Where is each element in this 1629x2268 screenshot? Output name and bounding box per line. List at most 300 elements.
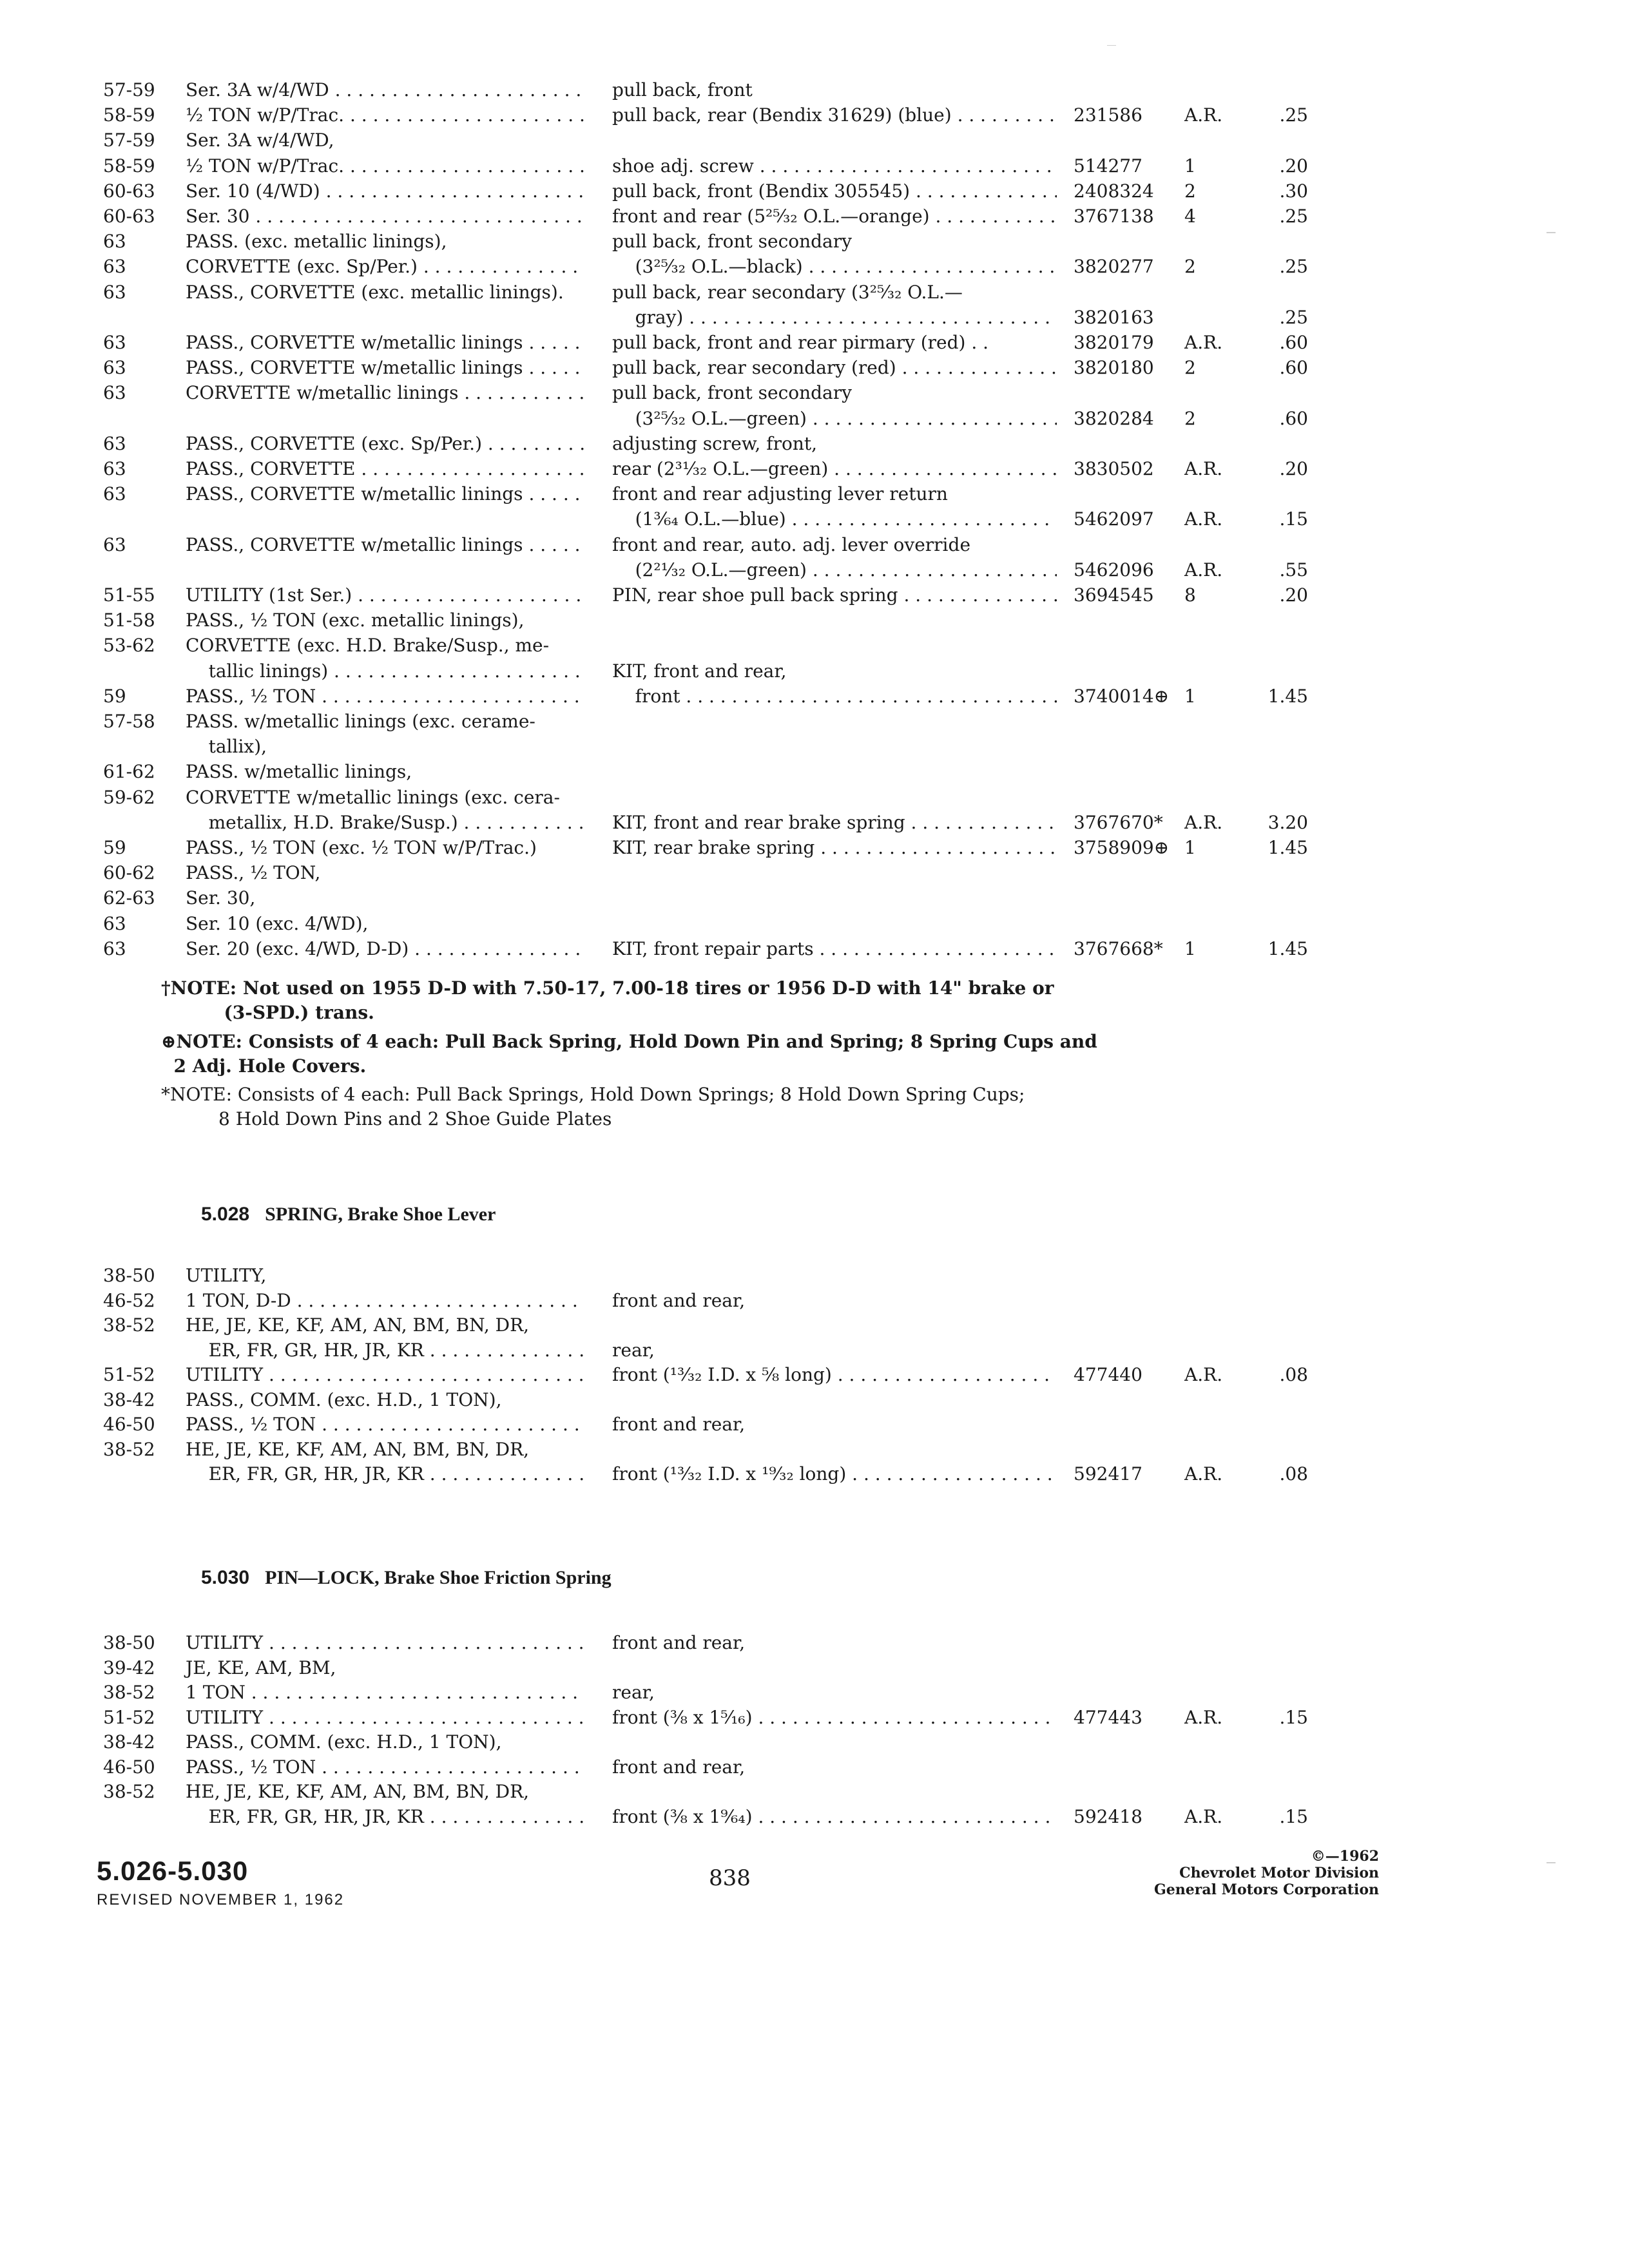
year-cell: 58-59 — [103, 155, 155, 177]
price-cell: .30 — [1279, 180, 1308, 202]
part-number-cell: 514277 — [1074, 155, 1142, 177]
section-title: SPRING, Brake Shoe Lever — [265, 1204, 496, 1225]
application-cell: Ser. 30, — [186, 887, 256, 909]
price-cell — [1244, 759, 1308, 785]
quantity-cell: 1 — [1184, 685, 1196, 707]
description-cell: pull back, front (Bendix 305545) . . . — [612, 178, 1057, 204]
application-cell: ½ TON w/P/Trac. . . . — [186, 153, 585, 179]
quantity-cell — [1184, 911, 1236, 937]
application-cell — [186, 506, 585, 532]
part-number-cell: 3830502 — [1074, 458, 1154, 479]
application-cell: PASS. w/metallic linings (exc. cerame- — [186, 711, 535, 732]
application-cell: PASS., CORVETTE w/metallic linings . . . — [186, 481, 585, 507]
application-cell: PASS., ½ TON . . . — [186, 1754, 585, 1780]
quantity-cell — [1184, 431, 1236, 457]
note-line: 2 Adj. Hole Covers. — [161, 1055, 367, 1077]
part-number-cell — [1074, 481, 1183, 507]
part-number-cell — [1074, 77, 1183, 103]
description-cell — [612, 759, 1057, 785]
price-cell — [1244, 431, 1308, 457]
price-cell: .08 — [1279, 1463, 1308, 1485]
year-cell: 61-62 — [103, 761, 155, 783]
application-cell: UTILITY . . . — [186, 1705, 585, 1731]
description-cell: gray) . . . — [612, 305, 1057, 331]
description-cell — [612, 1263, 1057, 1289]
note — [161, 1030, 1097, 1079]
part-number-cell — [1074, 1288, 1183, 1314]
quantity-cell — [1184, 280, 1236, 305]
section-heading-5-028 — [201, 1204, 496, 1225]
part-number-cell: 477443 — [1074, 1706, 1142, 1728]
description-cell: front (¹³⁄₃₂ I.D. x ¹⁹⁄₃₂ long) . . . — [612, 1461, 1057, 1487]
scan-edge-mark — [1107, 45, 1116, 46]
description-cell — [612, 911, 1057, 937]
part-number-cell: 3740014⊕ — [1074, 685, 1170, 707]
year-cell: 63 — [103, 231, 126, 253]
quantity-cell — [1184, 608, 1236, 633]
note-line: ⊕NOTE: Consists of 4 each: Pull Back Spring, Hold Down Pin and Spring; 8 Spring Cups and — [161, 1031, 1097, 1052]
part-number-cell — [1074, 759, 1183, 785]
price-cell: .25 — [1279, 256, 1308, 278]
part-number-cell — [1074, 1312, 1183, 1338]
year-cell: 63 — [103, 937, 126, 959]
note-line: †NOTE: Not used on 1955 D-D with 7.50-17, 7.00-18 tires or 1956 D-D with 14" brake or — [161, 977, 1054, 999]
description-cell — [612, 1729, 1057, 1755]
year-cell — [103, 557, 180, 583]
application-cell: CORVETTE w/metallic linings (exc. cera- — [186, 786, 560, 808]
part-number-cell — [1074, 1387, 1183, 1413]
part-number-cell — [1074, 709, 1183, 735]
application-cell: Ser. 10 (exc. 4/WD), — [186, 912, 369, 934]
description-cell: rear (2³¹⁄₃₂ O.L.—green) . . . — [612, 456, 1057, 482]
part-number-cell: 3820179 — [1074, 332, 1154, 353]
price-cell: .15 — [1279, 1706, 1308, 1728]
quantity-cell — [1184, 658, 1236, 684]
year-cell: 38-50 — [103, 1632, 155, 1653]
application-cell: PASS. (exc. metallic linings), — [186, 231, 447, 253]
price-cell — [1244, 1437, 1308, 1463]
year-cell: 38-52 — [103, 1438, 155, 1460]
year-cell: 57-59 — [103, 79, 155, 101]
application-cell: Ser. 30 . . . — [186, 204, 585, 229]
quantity-cell: A.R. — [1184, 508, 1223, 530]
quantity-cell: A.R. — [1184, 332, 1223, 353]
quantity-cell — [1184, 1754, 1236, 1780]
application-cell — [186, 305, 585, 331]
part-number-cell: 3820284 — [1074, 407, 1154, 429]
year-cell: 63 — [103, 256, 126, 278]
part-number-cell — [1074, 911, 1183, 937]
part-number-cell: 2408324 — [1074, 180, 1154, 202]
part-number-cell — [1074, 280, 1183, 305]
quantity-cell — [1184, 1729, 1236, 1755]
part-number-cell — [1074, 1729, 1183, 1755]
price-cell: .60 — [1279, 357, 1308, 379]
price-cell: .08 — [1279, 1364, 1308, 1385]
application-cell: HE, JE, KE, KF, AM, AN, BM, BN, DR, — [186, 1781, 530, 1802]
part-number-cell: 5462096 — [1074, 559, 1154, 581]
quantity-cell: 2 — [1184, 407, 1196, 429]
application-cell: CORVETTE (exc. H.D. Brake/Susp., me- — [186, 635, 550, 657]
description-cell: pull back, rear (Bendix 31629) (blue) . . . — [612, 102, 1057, 128]
price-cell — [1244, 128, 1308, 153]
quantity-cell — [1184, 1288, 1236, 1314]
year-cell: 57-59 — [103, 130, 155, 151]
description-cell: adjusting screw, front, — [612, 432, 818, 454]
description-cell: front . . . — [612, 684, 1057, 709]
quantity-cell — [1184, 1437, 1236, 1463]
price-cell — [1244, 380, 1308, 406]
year-cell — [103, 810, 180, 836]
price-cell: .15 — [1279, 508, 1308, 530]
price-cell — [1244, 911, 1308, 937]
year-cell — [103, 658, 180, 684]
description-cell: front (⅜ x 1⁵⁄₁₆) . . . — [612, 1705, 1057, 1731]
price-cell — [1244, 1412, 1308, 1437]
part-number-cell — [1074, 1754, 1183, 1780]
quantity-cell — [1184, 1387, 1236, 1413]
application-cell: PASS. w/metallic linings, — [186, 761, 412, 783]
corporation-name: General Motors Corporation — [1153, 1881, 1379, 1898]
price-cell: .15 — [1279, 1805, 1308, 1827]
quantity-cell: 2 — [1184, 357, 1196, 379]
year-cell: 60-63 — [103, 206, 155, 227]
application-cell: CORVETTE (exc. Sp/Per.) . . . — [186, 254, 585, 280]
part-number-cell — [1074, 658, 1183, 684]
part-number-cell: 5462097 — [1074, 508, 1154, 530]
application-cell: PASS., ½ TON . . . — [186, 684, 585, 709]
application-cell: ER, FR, GR, HR, JR, KR . . . — [186, 1461, 585, 1487]
description-cell: pull back, rear secondary (red) . . . — [612, 355, 1057, 381]
price-cell — [1244, 860, 1308, 886]
year-cell: 63 — [103, 483, 126, 505]
application-cell: CORVETTE w/metallic linings . . . — [186, 380, 585, 406]
price-cell — [1244, 734, 1308, 760]
price-cell — [1244, 1729, 1308, 1755]
application-cell: tallic linings) . . . — [186, 658, 585, 684]
part-number-cell — [1074, 885, 1183, 911]
price-cell — [1244, 658, 1308, 684]
description-cell — [612, 785, 1057, 811]
year-cell: 63 — [103, 382, 126, 404]
quantity-cell — [1184, 860, 1236, 886]
part-number-cell — [1074, 633, 1183, 658]
quantity-cell — [1184, 380, 1236, 406]
year-cell — [103, 1338, 180, 1363]
quantity-cell — [1184, 1412, 1236, 1437]
quantity-cell — [1184, 734, 1236, 760]
application-cell: JE, KE, AM, BM, — [186, 1657, 336, 1678]
year-cell: 38-42 — [103, 1731, 155, 1753]
part-number-cell: 3820277 — [1074, 256, 1154, 278]
part-number-cell: 477440 — [1074, 1364, 1142, 1385]
description-cell: front and rear, — [612, 1414, 746, 1435]
description-cell — [612, 885, 1057, 911]
description-cell: pull back, front secondary — [612, 231, 852, 253]
year-cell: 60-62 — [103, 862, 155, 884]
description-cell — [612, 608, 1057, 633]
year-cell: 58-59 — [103, 104, 155, 126]
application-cell: PASS., CORVETTE w/metallic linings . . . — [186, 355, 585, 381]
quantity-cell: A.R. — [1184, 104, 1223, 126]
description-cell: (2²¹⁄₃₂ O.L.—green) . . . — [612, 557, 1057, 583]
section-number: 5.028 — [201, 1204, 250, 1225]
price-cell — [1244, 481, 1308, 507]
year-cell: 53-62 — [103, 635, 155, 657]
description-cell: KIT, front and rear brake spring . . . — [612, 810, 1057, 836]
quantity-cell — [1184, 128, 1236, 153]
price-cell — [1244, 1655, 1308, 1681]
quantity-cell — [1184, 1630, 1236, 1656]
price-cell: 3.20 — [1268, 811, 1308, 833]
quantity-cell — [1184, 759, 1236, 785]
part-number-cell: 3767670* — [1074, 811, 1163, 833]
copyright-block — [1108, 1848, 1379, 1898]
application-cell: HE, JE, KE, KF, AM, AN, BM, BN, DR, — [186, 1438, 530, 1460]
quantity-cell — [1184, 1655, 1236, 1681]
scan-edge-mark — [1547, 232, 1556, 233]
quantity-cell — [1184, 709, 1236, 735]
quantity-cell — [1184, 1312, 1236, 1338]
part-number-cell — [1074, 1412, 1183, 1437]
note — [161, 1082, 1076, 1131]
quantity-cell — [1184, 305, 1236, 331]
year-cell: 59 — [103, 837, 126, 858]
quantity-cell: A.R. — [1184, 559, 1223, 581]
price-cell — [1244, 280, 1308, 305]
quantity-cell — [1184, 885, 1236, 911]
application-cell: PASS., CORVETTE (exc. Sp/Per.) . . . — [186, 431, 585, 457]
description-cell: front and rear, — [612, 1632, 746, 1653]
year-cell: 51-52 — [103, 1364, 155, 1385]
page-number: 838 — [709, 1865, 751, 1891]
year-cell: 63 — [103, 357, 126, 379]
price-cell — [1244, 1338, 1308, 1363]
price-cell — [1244, 1779, 1308, 1805]
quantity-cell: A.R. — [1184, 1706, 1223, 1728]
application-cell: ½ TON w/P/Trac. . . . — [186, 102, 585, 128]
quantity-cell: A.R. — [1184, 1463, 1223, 1485]
quantity-cell — [1184, 229, 1236, 255]
description-cell: KIT, rear brake spring . . . — [612, 835, 1057, 861]
part-number-cell: 3820163 — [1074, 306, 1154, 328]
part-number-cell — [1074, 1655, 1183, 1681]
quantity-cell: A.R. — [1184, 811, 1223, 833]
application-cell — [186, 557, 585, 583]
part-number-cell — [1074, 1263, 1183, 1289]
description-cell — [612, 709, 1057, 735]
price-cell: .25 — [1279, 206, 1308, 227]
price-cell: 1.45 — [1268, 685, 1308, 707]
year-cell: 62-63 — [103, 887, 155, 909]
year-cell — [103, 1804, 180, 1830]
description-cell — [612, 633, 1057, 658]
part-number-cell: 592418 — [1074, 1805, 1142, 1827]
price-cell: .20 — [1279, 458, 1308, 479]
year-cell: 63 — [103, 533, 126, 555]
year-cell: 59 — [103, 685, 126, 707]
quantity-cell — [1184, 785, 1236, 811]
year-cell: 46-50 — [103, 1756, 155, 1778]
part-number-cell: 3820180 — [1074, 357, 1154, 379]
application-cell: PASS., COMM. (exc. H.D., 1 TON), — [186, 1731, 502, 1753]
year-cell: 63 — [103, 332, 126, 353]
section-title: PIN—LOCK, Brake Shoe Friction Spring — [265, 1567, 612, 1588]
part-number-cell: 3694545 — [1074, 584, 1154, 606]
quantity-cell — [1184, 1680, 1236, 1706]
note — [161, 976, 1076, 1025]
price-cell — [1244, 633, 1308, 658]
description-cell: front (⅜ x 1⁹⁄₆₄) . . . — [612, 1804, 1057, 1830]
price-cell: 1.45 — [1268, 937, 1308, 959]
year-cell — [103, 406, 180, 432]
price-cell — [1244, 608, 1308, 633]
part-number-cell — [1074, 608, 1183, 633]
quantity-cell — [1184, 1263, 1236, 1289]
description-cell: KIT, front repair parts . . . — [612, 936, 1057, 962]
application-cell: metallix, H.D. Brake/Susp.) . . . — [186, 810, 585, 836]
application-cell: PASS., ½ TON (exc. ½ TON w/P/Trac.) — [186, 837, 537, 858]
part-number-cell: 3767668* — [1074, 937, 1163, 959]
application-cell: Ser. 3A w/4/WD . . . — [186, 77, 585, 103]
description-cell — [612, 860, 1057, 886]
part-number-cell — [1074, 734, 1183, 760]
price-cell — [1244, 532, 1308, 558]
part-number-cell — [1074, 785, 1183, 811]
year-cell: 63 — [103, 912, 126, 934]
part-number-cell — [1074, 128, 1183, 153]
application-cell: 1 TON, D-D . . . — [186, 1288, 585, 1314]
description-cell: front and rear, — [612, 1756, 746, 1778]
description-cell: pull back, front and rear pirmary (red) . . — [612, 332, 989, 353]
description-cell — [612, 1779, 1057, 1805]
year-cell: 38-50 — [103, 1265, 155, 1286]
year-cell: 59-62 — [103, 786, 155, 808]
quantity-cell — [1184, 1779, 1236, 1805]
section-heading-5-030 — [201, 1567, 612, 1589]
year-cell: 51-58 — [103, 610, 155, 631]
quantity-cell — [1184, 481, 1236, 507]
quantity-cell: 1 — [1184, 937, 1196, 959]
application-cell: Ser. 3A w/4/WD, — [186, 130, 334, 151]
description-cell: rear, — [612, 1682, 655, 1703]
year-cell — [103, 734, 180, 760]
price-cell — [1244, 1630, 1308, 1656]
price-cell — [1244, 1312, 1308, 1338]
year-cell — [103, 1461, 180, 1487]
part-number-cell — [1074, 1630, 1183, 1656]
quantity-cell — [1184, 77, 1236, 103]
note-line: 8 Hold Down Pins and 2 Shoe Guide Plates — [161, 1108, 612, 1129]
price-cell — [1244, 1754, 1308, 1780]
year-cell: 63 — [103, 458, 126, 479]
application-cell: PASS., ½ TON, — [186, 862, 321, 884]
description-cell: shoe adj. screw . . . — [612, 153, 1057, 179]
application-cell: tallix), — [186, 736, 267, 758]
year-cell — [103, 305, 180, 331]
year-cell: 38-52 — [103, 1682, 155, 1703]
price-cell — [1244, 1387, 1308, 1413]
part-number-cell — [1074, 431, 1183, 457]
price-cell — [1244, 1263, 1308, 1289]
part-number-cell: 231586 — [1074, 104, 1142, 126]
year-cell: 51-52 — [103, 1706, 155, 1728]
price-cell — [1244, 229, 1308, 255]
description-cell: (3²⁵⁄₃₂ O.L.—black) . . . — [612, 254, 1057, 280]
year-cell: 57-58 — [103, 711, 155, 732]
part-number-cell: 3767138 — [1074, 206, 1154, 227]
description-cell: front and rear adjusting lever return — [612, 483, 948, 505]
description-cell — [612, 734, 1057, 760]
application-cell — [186, 406, 585, 432]
application-cell: PASS., CORVETTE w/metallic linings . . . — [186, 330, 585, 356]
application-cell: Ser. 10 (4/WD) . . . — [186, 178, 585, 204]
quantity-cell: A.R. — [1184, 1805, 1223, 1827]
application-cell: PASS., COMM. (exc. H.D., 1 TON), — [186, 1389, 502, 1410]
page-range-label: 5.026-5.030 — [97, 1856, 249, 1886]
description-cell: rear, — [612, 1339, 655, 1361]
application-cell: ER, FR, GR, HR, JR, KR . . . — [186, 1338, 585, 1363]
quantity-cell: 4 — [1184, 206, 1196, 227]
description-cell — [612, 1387, 1057, 1413]
note-line: (3-SPD.) trans. — [161, 1002, 374, 1023]
application-cell: PASS., CORVETTE . . . — [186, 456, 585, 482]
quantity-cell: 1 — [1184, 155, 1196, 177]
price-cell — [1244, 77, 1308, 103]
description-cell: PIN, rear shoe pull back spring . . . — [612, 582, 1057, 608]
quantity-cell — [1184, 633, 1236, 658]
part-number-cell: 3758909⊕ — [1074, 837, 1170, 858]
copyright-year: ©—1962 — [1311, 1848, 1379, 1865]
scan-edge-mark — [1547, 1862, 1556, 1863]
note-line: *NOTE: Consists of 4 each: Pull Back Springs, Hold Down Springs; 8 Hold Down Spring Cups; — [161, 1084, 1025, 1105]
price-cell — [1244, 785, 1308, 811]
description-cell: front and rear, auto. adj. lever override — [612, 533, 971, 555]
part-number-cell: 592417 — [1074, 1463, 1142, 1485]
price-cell: .55 — [1279, 559, 1308, 581]
part-number-cell — [1074, 860, 1183, 886]
description-cell: (3²⁵⁄₃₂ O.L.—green) . . . — [612, 406, 1057, 432]
description-cell — [612, 128, 1057, 153]
price-cell — [1244, 1680, 1308, 1706]
year-cell: 46-50 — [103, 1414, 155, 1435]
description-cell: pull back, front secondary — [612, 382, 852, 404]
price-cell — [1244, 885, 1308, 911]
description-cell: front and rear, — [612, 1289, 746, 1311]
application-cell: PASS., ½ TON . . . — [186, 1412, 585, 1437]
division-name: Chevrolet Motor Division — [1179, 1865, 1379, 1881]
application-cell: UTILITY . . . — [186, 1630, 585, 1656]
part-number-cell — [1074, 229, 1183, 255]
price-cell: .20 — [1279, 584, 1308, 606]
section-number: 5.030 — [201, 1567, 250, 1588]
description-cell: KIT, front and rear, — [612, 660, 787, 682]
application-cell: UTILITY . . . — [186, 1362, 585, 1388]
quantity-cell: 1 — [1184, 837, 1196, 858]
part-number-cell — [1074, 1680, 1183, 1706]
quantity-cell: A.R. — [1184, 1364, 1223, 1385]
price-cell: .25 — [1279, 306, 1308, 328]
quantity-cell: A.R. — [1184, 458, 1223, 479]
quantity-cell: 8 — [1184, 584, 1196, 606]
description-cell: front and rear (5²⁵⁄₃₂ O.L.—orange) . . . — [612, 204, 1057, 229]
part-number-cell — [1074, 1338, 1183, 1363]
price-cell: .25 — [1279, 104, 1308, 126]
part-number-cell — [1074, 380, 1183, 406]
description-cell — [612, 1312, 1057, 1338]
part-number-cell — [1074, 1779, 1183, 1805]
revised-date: REVISED NOVEMBER 1, 1962 — [97, 1891, 345, 1908]
